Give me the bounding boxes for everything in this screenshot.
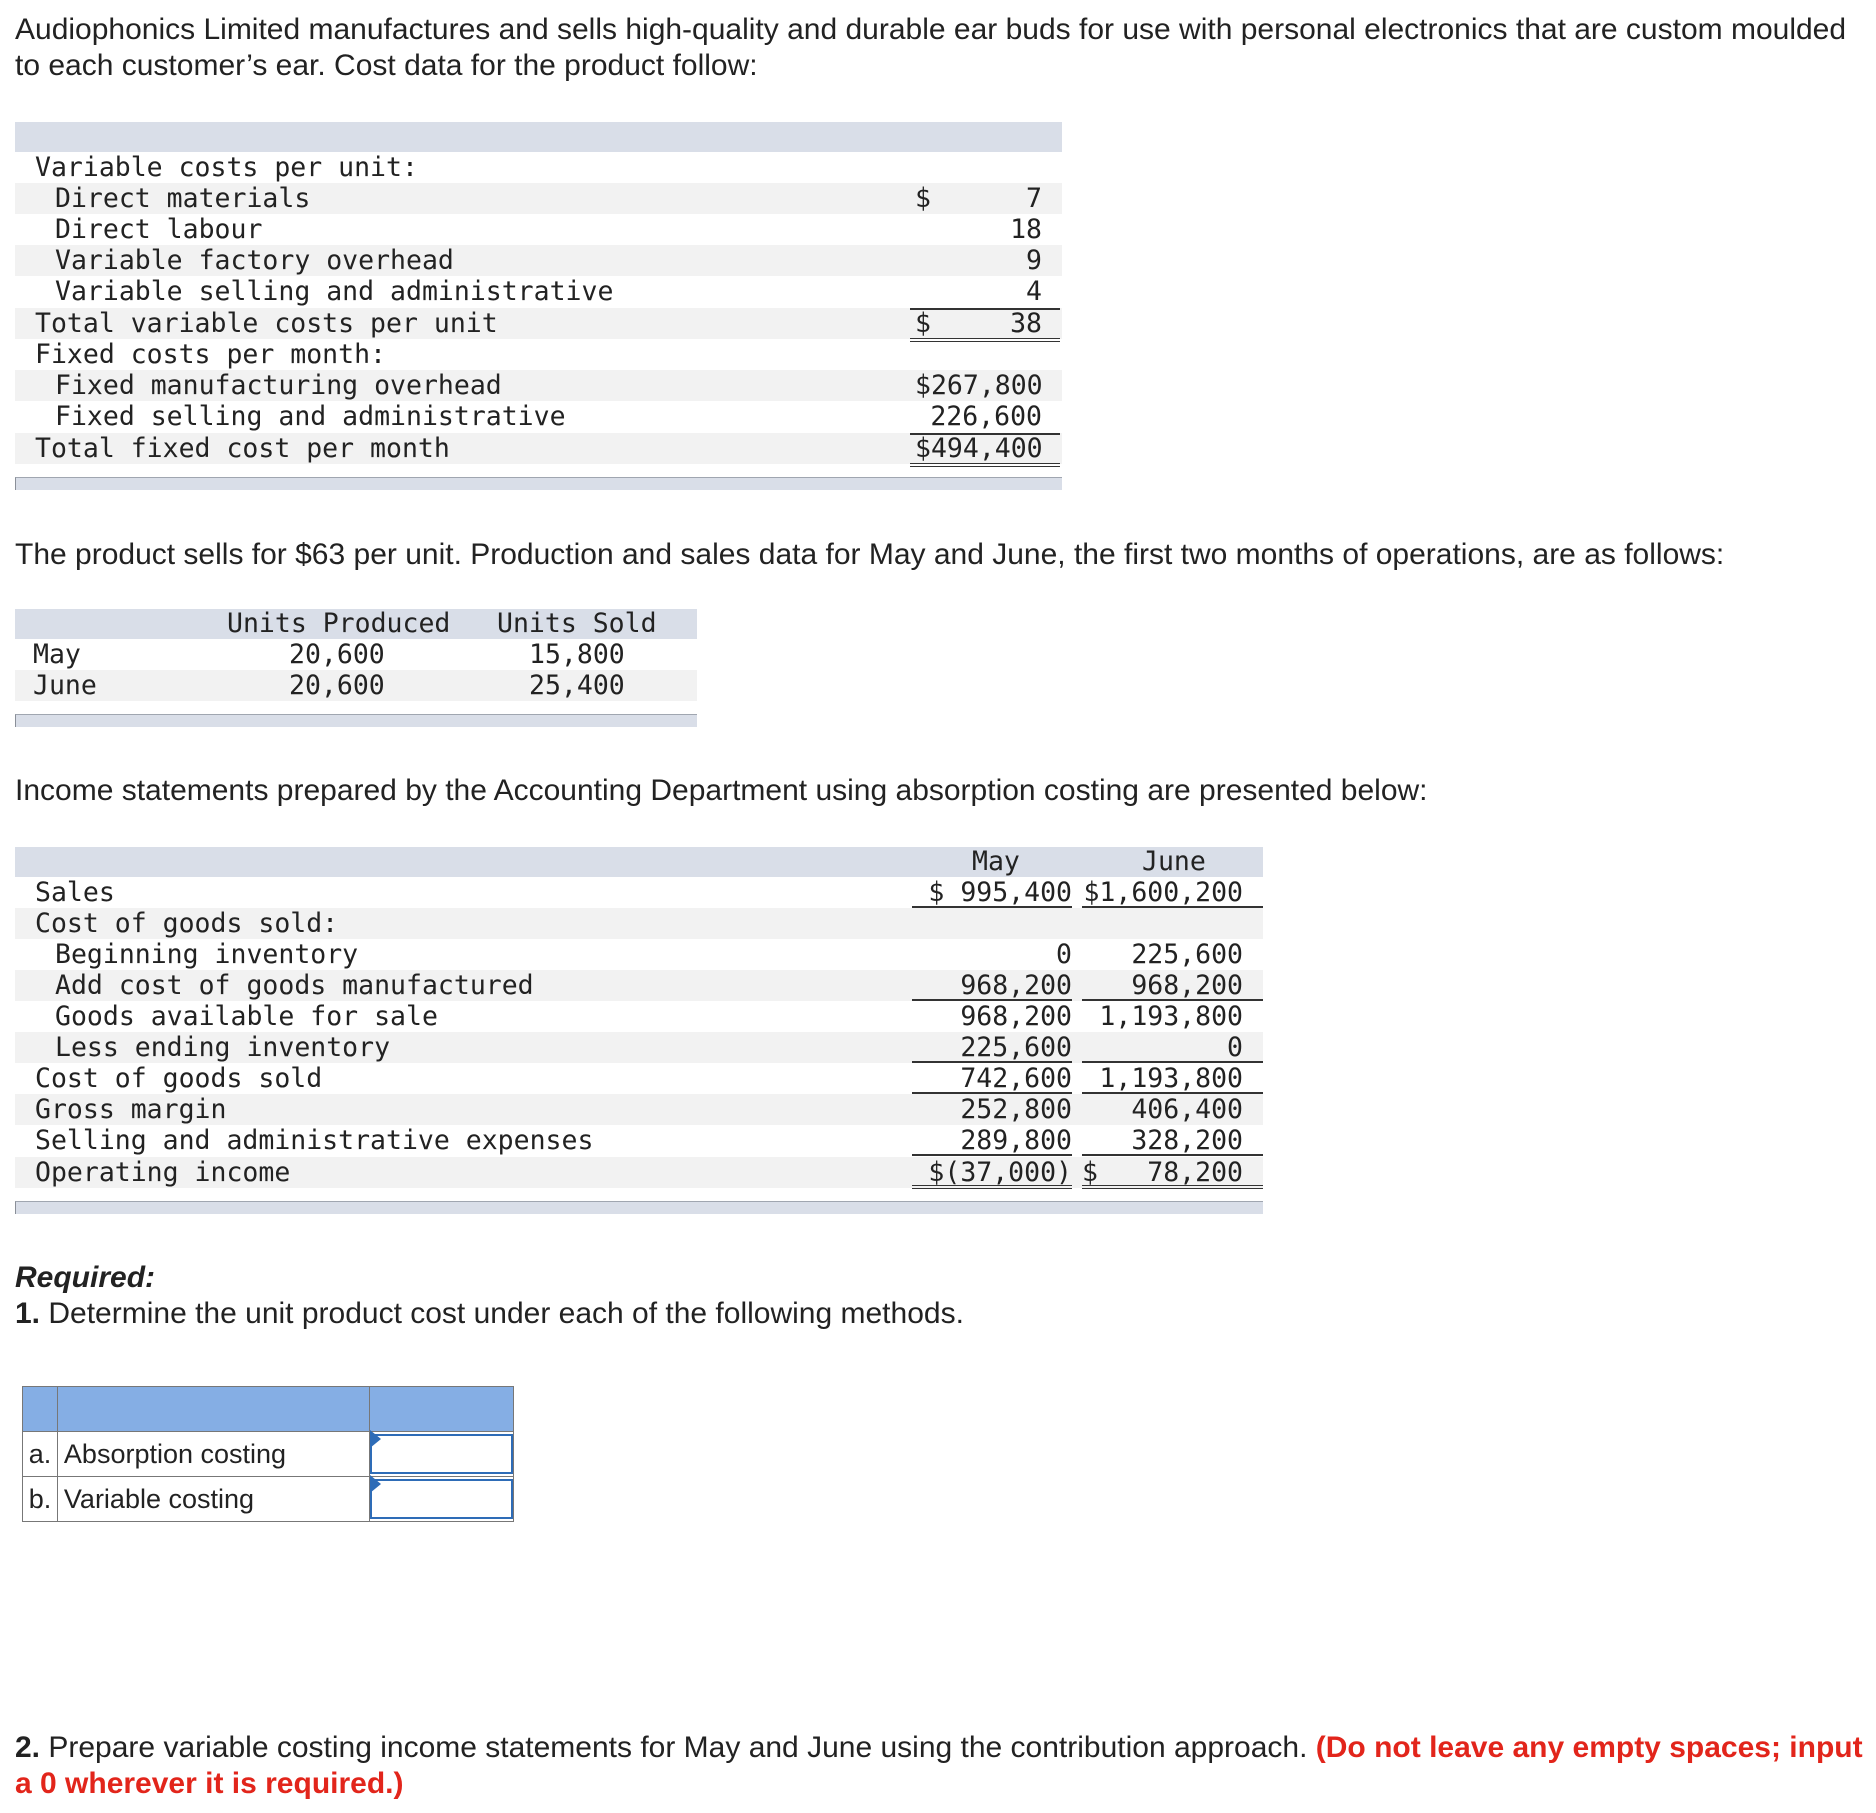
row-label: Goods available for sale <box>55 1001 438 1032</box>
answer-row-variable <box>23 1477 514 1522</box>
currency-sign: $ <box>915 183 931 214</box>
row-value: 7 <box>1026 183 1042 214</box>
row-label: Variable factory overhead <box>55 245 454 276</box>
answer-table-header <box>23 1387 514 1432</box>
may-value: 289,800 <box>912 1125 1072 1156</box>
cost-data-table <box>15 122 1062 492</box>
table-row <box>15 1094 1263 1125</box>
may-value: $(37,000) <box>912 1157 1072 1189</box>
input-marker-icon <box>370 1475 381 1493</box>
sales-paragraph: The product sells for $63 per unit. Production and sales data for May and June, the first two months of operations, are as follows: <box>15 538 1725 571</box>
row-value: $267,800 <box>915 370 1043 401</box>
row-letter: a. <box>23 1432 58 1477</box>
column-header-sold: Units Sold <box>497 608 657 639</box>
table-row-may <box>15 639 697 670</box>
row-value: 18 <box>1010 214 1042 245</box>
june-value: 1,193,800 <box>1099 1001 1243 1032</box>
table-row <box>15 214 1062 245</box>
answer-cell <box>369 1432 513 1477</box>
question-text: Determine the unit product cost under each of the following methods. <box>48 1297 964 1330</box>
header-cell <box>23 1387 58 1432</box>
question-1 <box>15 1296 1855 1332</box>
units-sold: 15,800 <box>529 639 625 670</box>
row-label: Gross margin <box>35 1094 227 1125</box>
table-row <box>15 1063 1263 1094</box>
table-row <box>15 183 1062 214</box>
table-row <box>15 401 1062 432</box>
intro-paragraph: Audiophonics Limited manufactures and sells high-quality and durable ear buds for use with personal electronics that are custom moulded to each customer’s ear. Cost data for the product follow: <box>15 13 1847 82</box>
absorption-costing-input[interactable] <box>370 1434 513 1474</box>
table-row <box>15 908 1263 939</box>
units-produced: 20,600 <box>289 670 385 701</box>
row-label: Sales <box>35 877 115 908</box>
header-cell <box>369 1387 513 1432</box>
table-footer-band <box>15 477 1062 490</box>
variable-costing-input[interactable] <box>370 1479 513 1519</box>
may-value: 225,600 <box>912 1032 1072 1063</box>
table-row <box>15 970 1263 1001</box>
table-row <box>15 1001 1263 1032</box>
currency-sign: $ <box>1082 1157 1098 1188</box>
question-text: Prepare variable costing income statements for May and June using the contribution approach. <box>48 1731 1308 1764</box>
row-label: Total variable costs per unit <box>35 308 498 339</box>
row-label: Cost of goods sold <box>35 1063 323 1094</box>
table-header-row <box>15 609 697 639</box>
row-value: 38 <box>1010 308 1042 339</box>
table-row <box>15 245 1062 276</box>
answer-row-absorption <box>23 1432 514 1477</box>
table-row <box>15 1157 1263 1188</box>
question-number: 2. <box>15 1731 41 1764</box>
row-label: Cost of goods sold: <box>35 908 339 939</box>
june-value <box>1082 877 1263 908</box>
row-label: Variable costs per unit: <box>35 152 418 183</box>
table-row <box>15 1125 1263 1156</box>
row-label: Absorption costing <box>57 1432 369 1477</box>
row-label: Less ending inventory <box>55 1032 391 1063</box>
may-value: 968,200 <box>960 1001 1072 1032</box>
table-row <box>15 939 1263 970</box>
june-value: 0 <box>1227 1032 1243 1063</box>
table-footer-band <box>15 1201 1263 1214</box>
production-table <box>15 609 697 729</box>
column-header-produced: Units Produced <box>227 608 451 639</box>
row-value: 9 <box>1026 245 1042 276</box>
june-value: 968,200 <box>1131 970 1243 1001</box>
answer-cell <box>369 1477 513 1522</box>
june-value: 225,600 <box>1131 939 1243 970</box>
unit-cost-answer-table <box>22 1386 514 1522</box>
question-2 <box>15 1730 1865 1802</box>
currency-sign: $ <box>915 308 931 339</box>
income-paragraph: Income statements prepared by the Accounting Department using absorption costing are presented below: <box>15 774 1428 807</box>
table-row <box>15 152 1062 183</box>
table-footer-band <box>15 714 697 727</box>
units-sold: 25,400 <box>529 670 625 701</box>
income-statement-table <box>15 847 1263 1222</box>
row-letter: b. <box>23 1477 58 1522</box>
header-cell <box>57 1387 369 1432</box>
column-header-june: June <box>1142 846 1206 877</box>
table-row <box>15 308 1062 339</box>
row-label: Selling and administrative expenses <box>35 1125 594 1156</box>
row-label: Fixed selling and administrative <box>55 401 566 432</box>
month-label: June <box>33 670 97 701</box>
row-label: Variable costing <box>57 1477 369 1522</box>
june-value: 328,200 <box>1131 1125 1243 1156</box>
table-row <box>15 1032 1263 1063</box>
units-produced: 20,600 <box>289 639 385 670</box>
row-label: Total fixed cost per month <box>35 433 450 464</box>
row-label: Operating income <box>35 1157 291 1188</box>
table-row <box>15 276 1062 307</box>
may-value: $ 995,400 <box>912 877 1072 908</box>
row-value: 4 <box>1026 276 1042 307</box>
row-label: Fixed costs per month: <box>35 339 386 370</box>
table-header-band <box>15 122 1062 152</box>
month-label: May <box>33 639 81 670</box>
instruction-note: (Do not leave any empty spaces; input a 0 wherever it is required.) <box>15 1731 1863 1800</box>
table-row <box>15 433 1062 464</box>
may-value: 742,600 <box>912 1063 1072 1094</box>
row-label: Variable selling and administrative <box>55 276 614 307</box>
table-row <box>15 370 1062 401</box>
row-label: Direct labour <box>55 214 263 245</box>
row-label: Direct materials <box>55 183 311 214</box>
question-number: 1. <box>15 1297 41 1330</box>
june-value: 78,200 <box>1147 1157 1243 1188</box>
input-marker-icon <box>370 1430 381 1448</box>
table-header-row <box>15 847 1263 877</box>
may-value: 252,800 <box>960 1094 1072 1125</box>
row-value: 226,600 <box>930 401 1042 432</box>
june-value-text: $1,600,200 <box>1083 877 1243 908</box>
june-value: 406,400 <box>1131 1094 1243 1125</box>
required-heading: Required: <box>15 1261 156 1294</box>
table-row <box>15 339 1062 370</box>
column-header-may: May <box>972 846 1020 877</box>
may-value: 0 <box>1056 939 1072 970</box>
table-row-june <box>15 670 697 701</box>
table-row <box>15 877 1263 908</box>
may-value: 968,200 <box>912 970 1072 1001</box>
row-value: $494,400 <box>915 433 1043 464</box>
row-label: Fixed manufacturing overhead <box>55 370 502 401</box>
june-value: 1,193,800 <box>1099 1063 1243 1094</box>
row-label: Beginning inventory <box>55 939 359 970</box>
row-label: Add cost of goods manufactured <box>55 970 534 1001</box>
